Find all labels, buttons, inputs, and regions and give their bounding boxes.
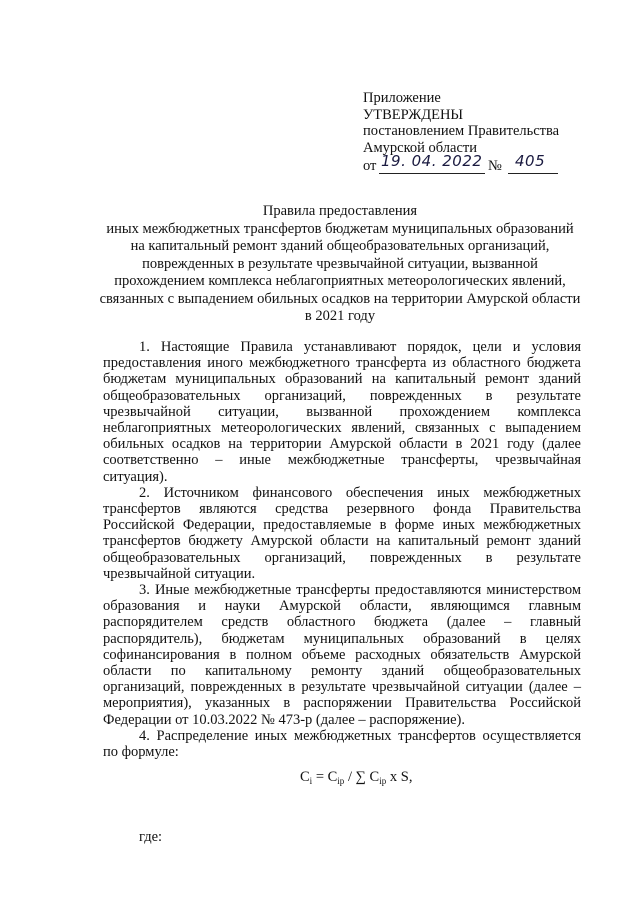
appendix-label: Приложение <box>363 90 441 106</box>
formula-eq: = C <box>312 769 338 785</box>
where-label: где: <box>139 829 163 845</box>
formula-tail: x S, <box>386 769 413 785</box>
handwritten-date: 19. 04. 2022 <box>381 152 483 170</box>
title-line-4: поврежденных в результате чрезвычайной ситуации, вызванной <box>142 255 538 272</box>
approval-block <box>363 90 603 178</box>
formula-mid: / ∑ C <box>344 769 380 785</box>
title-line-5: прохождением комплекса неблагоприятных метеорологических явлений, <box>114 273 566 289</box>
title-line-3: на капитальный ремонт зданий общеобразовательных организаций, <box>130 238 550 254</box>
paragraph-1: 1. Настоящие Правила устанавливают порядок, цели и условия предоставления иного межбюджетного трансферта из областного бюджета бюджетам муниципальных образований на капитальный ремонт зданий общеобразовательных организаций, поврежденных в результате чрезвычайной ситуации, вызванной прохождением комплекса неблагоприятных метеорологических явлений, связанных с выпадением обильных осадков на территории Амурской области в 2021 году (далее соответственно – иные межбюджетные трансферты, чрезвычайная ситуация). <box>103 339 581 485</box>
formula-lhs: C <box>300 769 310 785</box>
document-title <box>90 203 590 326</box>
formula-sub-1: ip <box>337 776 345 786</box>
title-line-2: иных межбюджетных трансфертов бюджетам муниципальных образований <box>106 220 574 237</box>
resolution-label: постановлением Правительства <box>363 123 560 139</box>
region-label: Амурской области <box>363 139 477 156</box>
number-sign: № <box>488 158 502 174</box>
title-line-7: в 2021 году <box>304 308 376 324</box>
date-number-line <box>363 152 603 178</box>
paragraph-4: 4. Распределение иных межбюджетных трансфертов осуществляется по формуле: <box>103 727 581 761</box>
approved-label: УТВЕРЖДЕНЫ <box>363 106 464 123</box>
handwritten-number: 405 <box>515 152 546 170</box>
date-underline <box>379 173 485 174</box>
paragraph-3: 3. Иные межбюджетные трансферты предоставляются министерством образования и науки Амурской области, являющимся главным распорядителем средств областного бюджета (далее – главный распорядитель), бюджетам муниципальных образований в целях софинансирования в полном объеме расходных обязательств Амурской области по капитальному ремонту зданий общеобразовательных организаций, поврежденных в результате чрезвычайной ситуации (далее – мероприятия), указанных в распоряжении Правительства Российской Федерации от 10.03.2022 № 473-р (далее – распоряжение). <box>103 582 581 728</box>
document-body <box>103 339 581 760</box>
title-line-6: связанных с выпадением обильных осадков на территории Амурской области <box>99 290 581 307</box>
number-underline <box>508 173 558 174</box>
title-line-1: Правила предоставления <box>262 203 418 219</box>
date-prefix: от <box>363 158 377 174</box>
paragraph-2: 2. Источником финансового обеспечения иных межбюджетных трансфертов являются средства резервного фонда Правительства Российской Федерации, предоставляемые в форме иных межбюджетных трансфертов бюджету Амурской области на капитальный ремонт зданий общеобразовательных организаций, поврежденных в результате чрезвычайной ситуации. <box>103 484 581 582</box>
formula-sub-2: ip <box>379 776 387 786</box>
formula-lhs-sub: i <box>309 776 313 786</box>
distribution-formula <box>300 768 412 786</box>
